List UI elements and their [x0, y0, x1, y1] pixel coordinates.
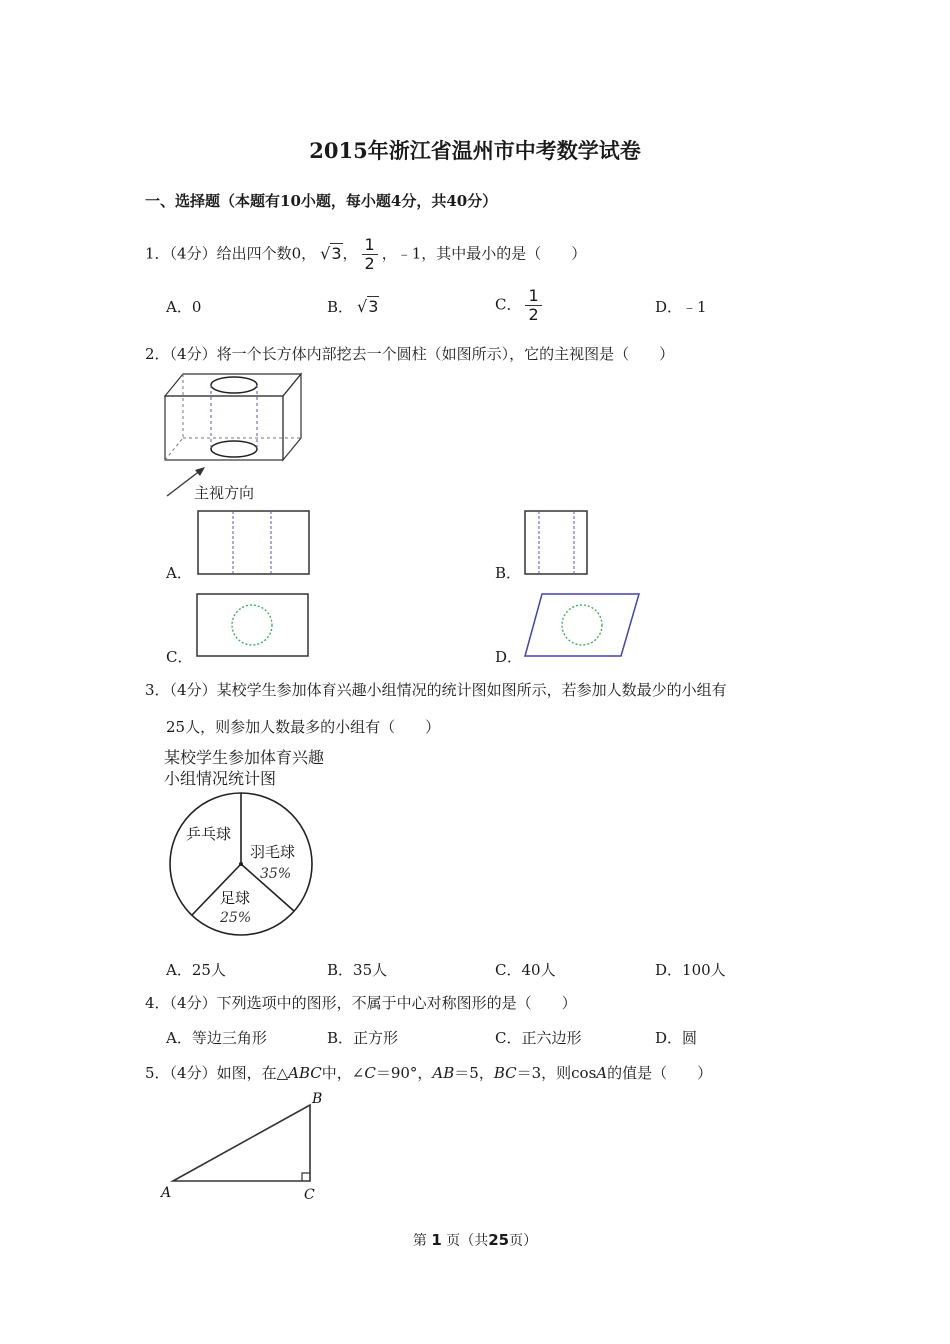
- question-text: 下列选项中的图形，不属于中心对称图形的是（ ）: [216, 994, 577, 1012]
- q4-option-a: A．等边三角形: [166, 1029, 267, 1047]
- vertex-a: A: [161, 1185, 172, 1201]
- question-text: 给出四个数0，: [216, 244, 317, 263]
- slice-percent-badminton: 35%: [260, 866, 292, 882]
- view-direction-label: 主视方向: [194, 484, 255, 502]
- question-1: 1．（4分）给出四个数0， √3， $\frac{1}{2}$ ，﹣1，其中最小的是（ ）: [145, 235, 587, 273]
- question-score: （4分）: [169, 1064, 217, 1082]
- question-number: 1．: [145, 244, 170, 263]
- triangle-abc: [173, 1105, 310, 1181]
- q3-option-b: B．35人: [327, 961, 388, 979]
- question-number: 5．: [145, 1064, 170, 1082]
- q1-option-b: B． √3: [327, 297, 379, 316]
- cuboid-figure: [155, 368, 355, 503]
- q2-option-a-label: A．: [166, 564, 192, 582]
- question-text-tail: ，﹣1，其中最小的是（ ）: [381, 244, 587, 263]
- question-number: 3．: [145, 681, 170, 699]
- q4-option-c: C．正六边形: [495, 1029, 582, 1047]
- question-score: （4分）: [169, 681, 217, 699]
- q2-option-c-label: C．: [166, 648, 193, 666]
- sqrt-expression: √3: [320, 243, 342, 263]
- chart-title-line-2: 小组情况统计图: [164, 769, 277, 788]
- pie-center: [239, 862, 243, 866]
- right-angle-mark: [302, 1173, 310, 1181]
- q1-option-c: C． $\frac{1}{2}$: [495, 287, 546, 324]
- q2-option-a-figure: [195, 508, 315, 578]
- slice-label-pingpong: 乒乓球: [186, 825, 232, 843]
- vertex-b: B: [312, 1091, 323, 1107]
- slice-percent-football: 25%: [220, 910, 252, 926]
- total-pages: 25: [488, 1231, 510, 1249]
- current-page: 1: [431, 1231, 442, 1249]
- question-3: [145, 679, 727, 700]
- q3-option-c: C．40人: [495, 961, 556, 979]
- question-4: [145, 992, 577, 1013]
- q2-option-b-figure: [522, 508, 592, 578]
- question-score: （4分）: [169, 345, 217, 363]
- question-number: 4．: [145, 994, 170, 1012]
- fraction: $\frac{1}{2}$: [525, 287, 541, 324]
- q2-option-d-label: D．: [495, 648, 523, 666]
- q3-option-a: A．25人: [166, 961, 226, 979]
- page-footer: 第 1 页（共25页）: [412, 1231, 538, 1249]
- chart-title-line-1: 某校学生参加体育兴趣: [164, 748, 325, 767]
- q3-option-d: D．100人: [655, 961, 726, 979]
- question-3-line-2: 25人，则参加人数最多的小组有（ ）: [166, 718, 441, 736]
- fraction: $\frac{1}{2}$: [362, 236, 378, 273]
- q2-option-b-label: B．: [495, 564, 522, 582]
- q1-option-d: D．﹣1: [655, 298, 707, 316]
- pie-chart: [160, 785, 330, 945]
- question-number: 2．: [145, 345, 170, 363]
- question-text: 某校学生参加体育兴趣小组情况的统计图如图所示，若参加人数最少的小组有: [216, 681, 727, 699]
- question-text: 将一个长方体内部挖去一个圆柱（如图所示），它的主视图是（ ）: [216, 345, 675, 363]
- section-heading: 一、选择题（本题有10小题，每小题4分，共40分）: [145, 192, 498, 210]
- question-2: [145, 343, 674, 364]
- sqrt-expression: √3: [357, 297, 379, 316]
- q4-option-d: D．圆: [655, 1029, 698, 1047]
- question-5: 5．（4分）如图，在△ABC中，∠C＝90°，AB＝5，BC＝3，则cosA的值是（ ）: [145, 1064, 713, 1082]
- question-score: （4分）: [169, 994, 217, 1012]
- page-title: 2015年浙江省温州市中考数学试卷: [309, 138, 641, 163]
- q2-option-c-figure: [194, 591, 314, 661]
- vertex-c: C: [304, 1187, 315, 1203]
- question-score: （4分）: [169, 244, 217, 263]
- slice-label-badminton: 羽毛球: [250, 843, 296, 861]
- q2-option-d-figure: [522, 591, 647, 661]
- slice-label-football: 足球: [220, 889, 251, 907]
- triangle-figure: [155, 1085, 335, 1205]
- q1-option-a: A．0: [166, 298, 202, 316]
- q4-option-b: B．正方形: [327, 1029, 399, 1047]
